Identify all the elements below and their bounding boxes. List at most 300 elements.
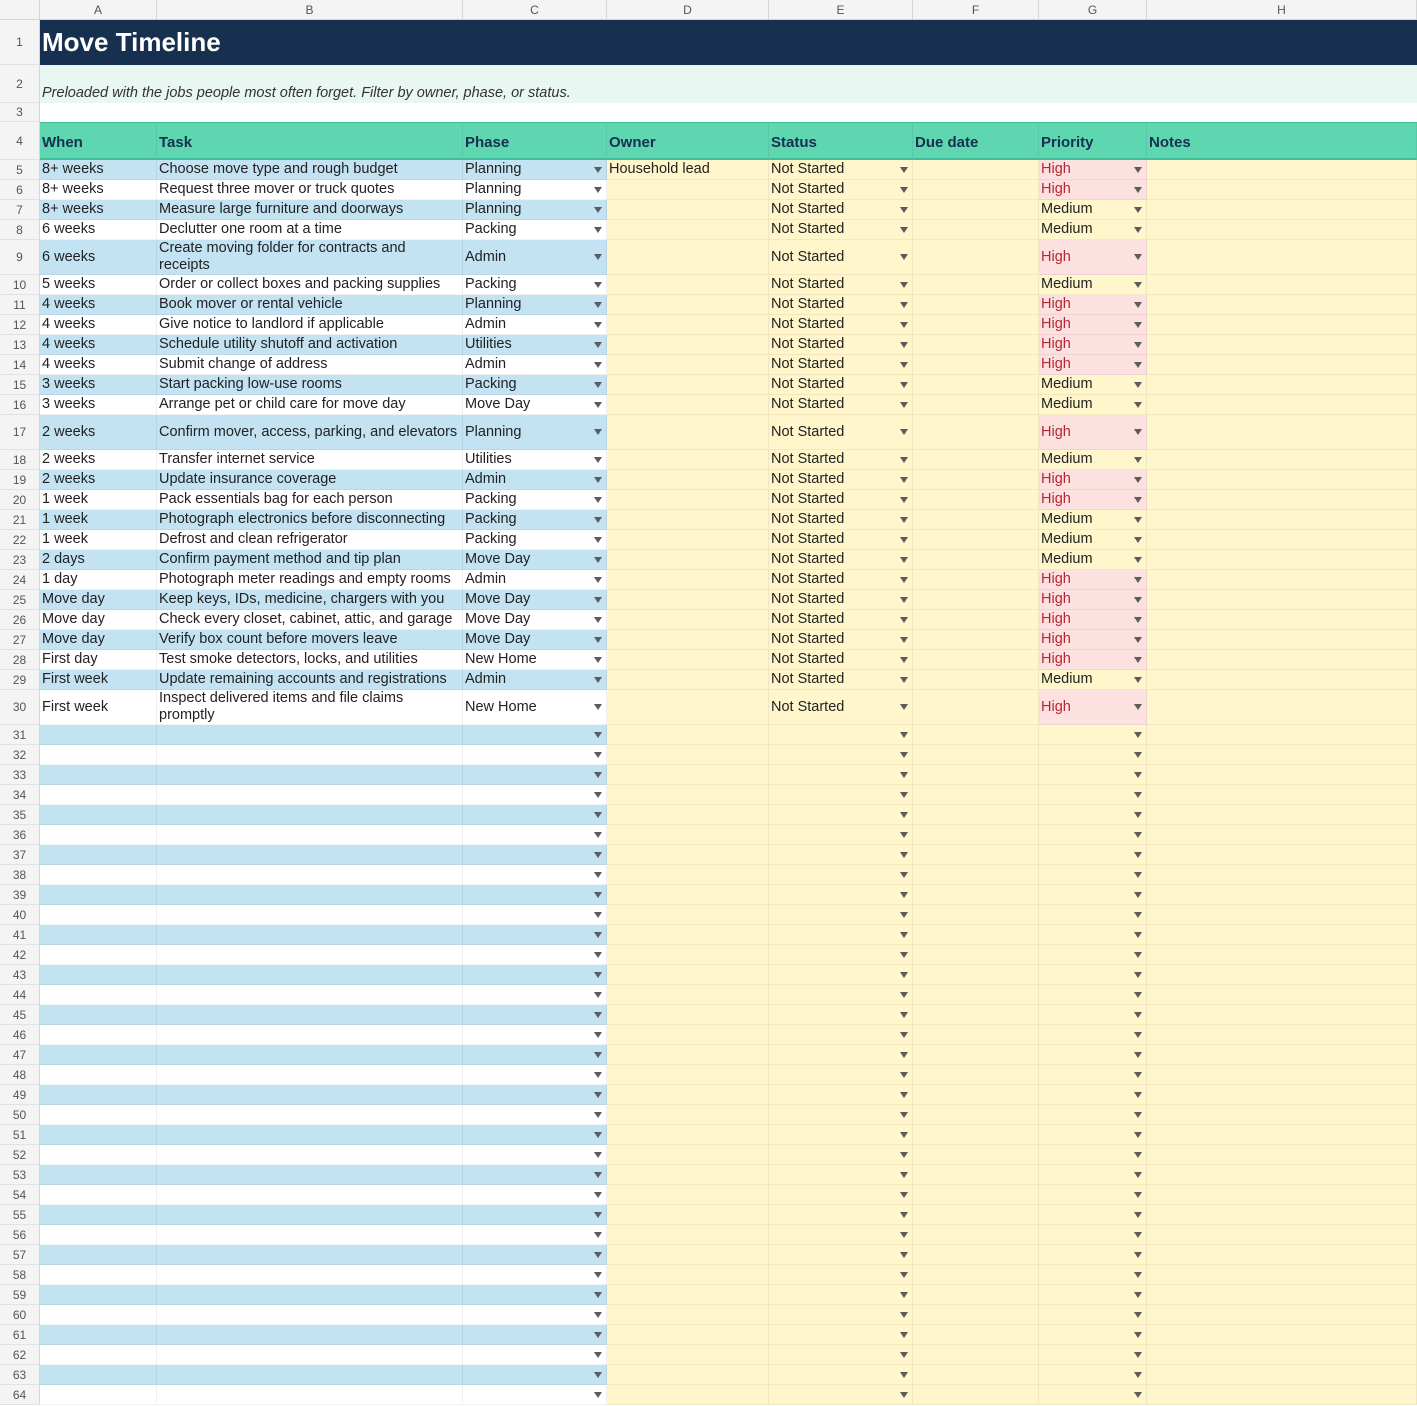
cell-phase[interactable] (463, 1205, 607, 1225)
cell-task[interactable] (157, 450, 463, 470)
cell-notes[interactable] (1147, 610, 1417, 630)
status-dropdown-arrow-icon[interactable] (900, 1352, 908, 1358)
phase-dropdown-arrow-icon[interactable] (594, 342, 602, 348)
column-header-b[interactable]: B (157, 0, 463, 20)
phase-dropdown-arrow-icon[interactable] (594, 1032, 602, 1038)
cell-when[interactable] (40, 450, 157, 470)
cell-owner[interactable] (607, 590, 769, 610)
cell-owner[interactable] (607, 630, 769, 650)
status-dropdown-arrow-icon[interactable] (900, 812, 908, 818)
cell-owner[interactable] (607, 825, 769, 845)
cell-status[interactable] (769, 885, 913, 905)
cell-when[interactable] (40, 785, 157, 805)
priority-dropdown-arrow-icon[interactable] (1134, 1372, 1142, 1378)
cell-owner[interactable] (607, 275, 769, 295)
row-header[interactable]: 41 (0, 925, 40, 945)
cell-when[interactable] (40, 905, 157, 925)
cell-phase[interactable] (463, 550, 607, 570)
cell-status[interactable] (769, 1025, 913, 1045)
priority-dropdown-arrow-icon[interactable] (1134, 342, 1142, 348)
cell-phase[interactable] (463, 490, 607, 510)
cell-priority[interactable] (1039, 1165, 1147, 1185)
status-dropdown-arrow-icon[interactable] (900, 227, 908, 233)
cell-status[interactable] (769, 1325, 913, 1345)
cell-priority[interactable] (1039, 335, 1147, 355)
cell-notes[interactable] (1147, 1105, 1417, 1125)
cell-due[interactable] (913, 570, 1039, 590)
cell-task[interactable] (157, 220, 463, 240)
priority-dropdown-arrow-icon[interactable] (1134, 872, 1142, 878)
cell-task[interactable] (157, 275, 463, 295)
cell-notes[interactable] (1147, 805, 1417, 825)
cell-phase[interactable] (463, 1145, 607, 1165)
cell-phase[interactable] (463, 295, 607, 315)
cell-status[interactable] (769, 845, 913, 865)
cell-task[interactable] (157, 470, 463, 490)
priority-dropdown-arrow-icon[interactable] (1134, 429, 1142, 435)
phase-dropdown-arrow-icon[interactable] (594, 704, 602, 710)
cell-when[interactable] (40, 1085, 157, 1105)
cell-task[interactable] (157, 765, 463, 785)
cell-notes[interactable] (1147, 415, 1417, 450)
cell-owner[interactable] (607, 1085, 769, 1105)
phase-dropdown-arrow-icon[interactable] (594, 1372, 602, 1378)
priority-dropdown-arrow-icon[interactable] (1134, 617, 1142, 623)
cell-task[interactable] (157, 375, 463, 395)
status-dropdown-arrow-icon[interactable] (900, 457, 908, 463)
cell-phase[interactable] (463, 200, 607, 220)
cell-phase[interactable] (463, 160, 607, 180)
phase-dropdown-arrow-icon[interactable] (594, 772, 602, 778)
phase-dropdown-arrow-icon[interactable] (594, 677, 602, 683)
status-dropdown-arrow-icon[interactable] (900, 852, 908, 858)
cell-notes[interactable] (1147, 530, 1417, 550)
phase-dropdown-arrow-icon[interactable] (594, 932, 602, 938)
cell-owner[interactable] (607, 1045, 769, 1065)
status-dropdown-arrow-icon[interactable] (900, 477, 908, 483)
cell-phase[interactable] (463, 945, 607, 965)
cell-status[interactable] (769, 415, 913, 450)
phase-dropdown-arrow-icon[interactable] (594, 167, 602, 173)
phase-dropdown-arrow-icon[interactable] (594, 1172, 602, 1178)
row-header[interactable]: 21 (0, 510, 40, 530)
cell-owner[interactable] (607, 240, 769, 275)
cell-when[interactable] (40, 745, 157, 765)
row-header[interactable]: 60 (0, 1305, 40, 1325)
phase-dropdown-arrow-icon[interactable] (594, 812, 602, 818)
phase-dropdown-arrow-icon[interactable] (594, 382, 602, 388)
cell-status[interactable] (769, 610, 913, 630)
status-dropdown-arrow-icon[interactable] (900, 832, 908, 838)
phase-dropdown-arrow-icon[interactable] (594, 254, 602, 260)
cell-phase[interactable] (463, 355, 607, 375)
cell-status[interactable] (769, 375, 913, 395)
row-header[interactable]: 33 (0, 765, 40, 785)
cell-due[interactable] (913, 925, 1039, 945)
priority-dropdown-arrow-icon[interactable] (1134, 1332, 1142, 1338)
priority-dropdown-arrow-icon[interactable] (1134, 302, 1142, 308)
cell-priority[interactable] (1039, 945, 1147, 965)
cell-notes[interactable] (1147, 240, 1417, 275)
priority-dropdown-arrow-icon[interactable] (1134, 752, 1142, 758)
status-dropdown-arrow-icon[interactable] (900, 617, 908, 623)
cell-status[interactable] (769, 690, 913, 725)
cell-status[interactable] (769, 1145, 913, 1165)
row-header[interactable]: 9 (0, 240, 40, 275)
cell-when[interactable] (40, 470, 157, 490)
priority-dropdown-arrow-icon[interactable] (1134, 382, 1142, 388)
cell-when[interactable] (40, 805, 157, 825)
cell-when[interactable] (40, 1185, 157, 1205)
row-header[interactable]: 40 (0, 905, 40, 925)
status-dropdown-arrow-icon[interactable] (900, 167, 908, 173)
cell-when[interactable] (40, 1105, 157, 1125)
priority-dropdown-arrow-icon[interactable] (1134, 952, 1142, 958)
row-header[interactable]: 36 (0, 825, 40, 845)
phase-dropdown-arrow-icon[interactable] (594, 1092, 602, 1098)
header-priority[interactable]: Priority (1039, 122, 1147, 160)
cell-due[interactable] (913, 355, 1039, 375)
cell-task[interactable] (157, 570, 463, 590)
cell-due[interactable] (913, 725, 1039, 745)
cell-priority[interactable] (1039, 725, 1147, 745)
cell-status[interactable] (769, 745, 913, 765)
cell-owner[interactable] (607, 725, 769, 745)
cell-notes[interactable] (1147, 1365, 1417, 1385)
cell-due[interactable] (913, 905, 1039, 925)
priority-dropdown-arrow-icon[interactable] (1134, 912, 1142, 918)
cell-owner[interactable] (607, 1325, 769, 1345)
status-dropdown-arrow-icon[interactable] (900, 1192, 908, 1198)
cell-notes[interactable] (1147, 355, 1417, 375)
status-dropdown-arrow-icon[interactable] (900, 952, 908, 958)
cell-notes[interactable] (1147, 965, 1417, 985)
phase-dropdown-arrow-icon[interactable] (594, 1012, 602, 1018)
cell-notes[interactable] (1147, 650, 1417, 670)
cell-status[interactable] (769, 865, 913, 885)
cell-priority[interactable] (1039, 315, 1147, 335)
cell-status[interactable] (769, 1065, 913, 1085)
cell-task[interactable] (157, 610, 463, 630)
cell-priority[interactable] (1039, 1385, 1147, 1405)
header-notes[interactable]: Notes (1147, 122, 1417, 160)
priority-dropdown-arrow-icon[interactable] (1134, 1012, 1142, 1018)
cell-priority[interactable] (1039, 1005, 1147, 1025)
phase-dropdown-arrow-icon[interactable] (594, 992, 602, 998)
cell-priority[interactable] (1039, 1365, 1147, 1385)
phase-dropdown-arrow-icon[interactable] (594, 429, 602, 435)
cell-owner[interactable] (607, 945, 769, 965)
cell-status[interactable] (769, 785, 913, 805)
row-header[interactable]: 17 (0, 415, 40, 450)
cell-owner[interactable] (607, 1065, 769, 1085)
cell-phase[interactable] (463, 1325, 607, 1345)
status-dropdown-arrow-icon[interactable] (900, 892, 908, 898)
cell-phase[interactable] (463, 1385, 607, 1405)
cell-owner[interactable] (607, 865, 769, 885)
cell-phase[interactable] (463, 745, 607, 765)
cell-notes[interactable] (1147, 1165, 1417, 1185)
priority-dropdown-arrow-icon[interactable] (1134, 167, 1142, 173)
status-dropdown-arrow-icon[interactable] (900, 677, 908, 683)
priority-dropdown-arrow-icon[interactable] (1134, 792, 1142, 798)
cell-when[interactable] (40, 1225, 157, 1245)
cell-priority[interactable] (1039, 415, 1147, 450)
cell-notes[interactable] (1147, 1345, 1417, 1365)
cell-owner[interactable] (607, 985, 769, 1005)
phase-dropdown-arrow-icon[interactable] (594, 557, 602, 563)
cell-task[interactable] (157, 690, 463, 725)
cell-phase[interactable] (463, 1005, 607, 1025)
cell-status[interactable] (769, 1185, 913, 1205)
cell-status[interactable] (769, 470, 913, 490)
row-header[interactable]: 20 (0, 490, 40, 510)
cell-priority[interactable] (1039, 765, 1147, 785)
cell-task[interactable] (157, 745, 463, 765)
cell-due[interactable] (913, 1385, 1039, 1405)
cell-owner[interactable] (607, 335, 769, 355)
cell-notes[interactable] (1147, 510, 1417, 530)
row-header[interactable]: 63 (0, 1365, 40, 1385)
header-status[interactable]: Status (769, 122, 913, 160)
status-dropdown-arrow-icon[interactable] (900, 537, 908, 543)
cell-status[interactable] (769, 220, 913, 240)
row-header[interactable]: 7 (0, 200, 40, 220)
cell-task[interactable] (157, 295, 463, 315)
cell-priority[interactable] (1039, 650, 1147, 670)
cell-task[interactable] (157, 905, 463, 925)
cell-phase[interactable] (463, 1025, 607, 1045)
cell-owner[interactable] (607, 670, 769, 690)
status-dropdown-arrow-icon[interactable] (900, 732, 908, 738)
priority-dropdown-arrow-icon[interactable] (1134, 1252, 1142, 1258)
cell-priority[interactable] (1039, 220, 1147, 240)
cell-due[interactable] (913, 160, 1039, 180)
phase-dropdown-arrow-icon[interactable] (594, 322, 602, 328)
cell-due[interactable] (913, 610, 1039, 630)
cell-phase[interactable] (463, 965, 607, 985)
cell-phase[interactable] (463, 1185, 607, 1205)
header-task[interactable]: Task (157, 122, 463, 160)
cell-owner[interactable] (607, 550, 769, 570)
status-dropdown-arrow-icon[interactable] (900, 752, 908, 758)
row-header[interactable]: 27 (0, 630, 40, 650)
status-dropdown-arrow-icon[interactable] (900, 382, 908, 388)
cell-due[interactable] (913, 1145, 1039, 1165)
row-header[interactable]: 49 (0, 1085, 40, 1105)
phase-dropdown-arrow-icon[interactable] (594, 637, 602, 643)
status-dropdown-arrow-icon[interactable] (900, 1092, 908, 1098)
cell-phase[interactable] (463, 570, 607, 590)
status-dropdown-arrow-icon[interactable] (900, 1312, 908, 1318)
cell-task[interactable] (157, 670, 463, 690)
cell-phase[interactable] (463, 510, 607, 530)
cell-priority[interactable] (1039, 1245, 1147, 1265)
status-dropdown-arrow-icon[interactable] (900, 932, 908, 938)
cell-when[interactable] (40, 315, 157, 335)
cell-due[interactable] (913, 180, 1039, 200)
column-header-h[interactable]: H (1147, 0, 1417, 20)
cell-when[interactable] (40, 335, 157, 355)
cell-due[interactable] (913, 1105, 1039, 1125)
cell-priority[interactable] (1039, 1285, 1147, 1305)
cell-status[interactable] (769, 550, 913, 570)
cell-owner[interactable] (607, 845, 769, 865)
cell-priority[interactable] (1039, 825, 1147, 845)
cell-owner[interactable] (607, 805, 769, 825)
status-dropdown-arrow-icon[interactable] (900, 577, 908, 583)
cell-priority[interactable] (1039, 885, 1147, 905)
cell-priority[interactable] (1039, 610, 1147, 630)
cell-when[interactable] (40, 490, 157, 510)
phase-dropdown-arrow-icon[interactable] (594, 302, 602, 308)
cell-phase[interactable] (463, 1125, 607, 1145)
cell-when[interactable] (40, 1125, 157, 1145)
cell-due[interactable] (913, 1225, 1039, 1245)
cell-task[interactable] (157, 1225, 463, 1245)
status-dropdown-arrow-icon[interactable] (900, 1232, 908, 1238)
cell-due[interactable] (913, 315, 1039, 335)
cell-owner[interactable] (607, 690, 769, 725)
cell-due[interactable] (913, 450, 1039, 470)
cell-notes[interactable] (1147, 200, 1417, 220)
cell-phase[interactable] (463, 375, 607, 395)
cell-owner[interactable] (607, 925, 769, 945)
cell-status[interactable] (769, 510, 913, 530)
cell-due[interactable] (913, 745, 1039, 765)
priority-dropdown-arrow-icon[interactable] (1134, 282, 1142, 288)
cell-phase[interactable] (463, 470, 607, 490)
cell-owner[interactable] (607, 745, 769, 765)
cell-status[interactable] (769, 945, 913, 965)
status-dropdown-arrow-icon[interactable] (900, 1272, 908, 1278)
cell-when[interactable] (40, 510, 157, 530)
cell-when[interactable] (40, 925, 157, 945)
cell-owner[interactable] (607, 650, 769, 670)
cell-phase[interactable] (463, 865, 607, 885)
cell-task[interactable] (157, 1285, 463, 1305)
cell-phase[interactable] (463, 925, 607, 945)
cell-due[interactable] (913, 985, 1039, 1005)
cell-owner[interactable] (607, 295, 769, 315)
priority-dropdown-arrow-icon[interactable] (1134, 637, 1142, 643)
priority-dropdown-arrow-icon[interactable] (1134, 1152, 1142, 1158)
cell-owner[interactable] (607, 1185, 769, 1205)
cell-priority[interactable] (1039, 745, 1147, 765)
cell-notes[interactable] (1147, 825, 1417, 845)
status-dropdown-arrow-icon[interactable] (900, 657, 908, 663)
cell-status[interactable] (769, 1365, 913, 1385)
cell-phase[interactable] (463, 1345, 607, 1365)
cell-owner[interactable] (607, 395, 769, 415)
phase-dropdown-arrow-icon[interactable] (594, 1252, 602, 1258)
cell-due[interactable] (913, 1345, 1039, 1365)
phase-dropdown-arrow-icon[interactable] (594, 732, 602, 738)
cell-priority[interactable] (1039, 1345, 1147, 1365)
cell-phase[interactable] (463, 415, 607, 450)
cell-phase[interactable] (463, 395, 607, 415)
cell-due[interactable] (913, 240, 1039, 275)
cell-owner[interactable] (607, 1105, 769, 1125)
cell-priority[interactable] (1039, 275, 1147, 295)
cell-notes[interactable] (1147, 180, 1417, 200)
cell-due[interactable] (913, 845, 1039, 865)
priority-dropdown-arrow-icon[interactable] (1134, 772, 1142, 778)
cell-notes[interactable] (1147, 925, 1417, 945)
cell-notes[interactable] (1147, 885, 1417, 905)
phase-dropdown-arrow-icon[interactable] (594, 872, 602, 878)
cell-notes[interactable] (1147, 905, 1417, 925)
status-dropdown-arrow-icon[interactable] (900, 557, 908, 563)
cell-when[interactable] (40, 1045, 157, 1065)
cell-task[interactable] (157, 805, 463, 825)
cell-notes[interactable] (1147, 1185, 1417, 1205)
cell-task[interactable] (157, 335, 463, 355)
cell-priority[interactable] (1039, 550, 1147, 570)
cell-due[interactable] (913, 690, 1039, 725)
cell-priority[interactable] (1039, 1025, 1147, 1045)
cell-status[interactable] (769, 825, 913, 845)
phase-dropdown-arrow-icon[interactable] (594, 577, 602, 583)
cell-notes[interactable] (1147, 490, 1417, 510)
cell-status[interactable] (769, 490, 913, 510)
cell-notes[interactable] (1147, 1065, 1417, 1085)
phase-dropdown-arrow-icon[interactable] (594, 1152, 602, 1158)
cell-priority[interactable] (1039, 690, 1147, 725)
phase-dropdown-arrow-icon[interactable] (594, 187, 602, 193)
row-header[interactable]: 14 (0, 355, 40, 375)
cell-status[interactable] (769, 1205, 913, 1225)
cell-when[interactable] (40, 1165, 157, 1185)
cell-when[interactable] (40, 1145, 157, 1165)
row-header[interactable]: 2 (0, 65, 40, 103)
cell-due[interactable] (913, 1245, 1039, 1265)
cell-owner[interactable] (607, 1265, 769, 1285)
cell-status[interactable] (769, 395, 913, 415)
cell-status[interactable] (769, 200, 913, 220)
cell-notes[interactable] (1147, 220, 1417, 240)
cell-when[interactable] (40, 240, 157, 275)
cell-owner[interactable] (607, 610, 769, 630)
cell-notes[interactable] (1147, 690, 1417, 725)
phase-dropdown-arrow-icon[interactable] (594, 1212, 602, 1218)
phase-dropdown-arrow-icon[interactable] (594, 1332, 602, 1338)
cell-owner[interactable] (607, 570, 769, 590)
cell-when[interactable] (40, 725, 157, 745)
cell-when[interactable] (40, 865, 157, 885)
status-dropdown-arrow-icon[interactable] (900, 254, 908, 260)
cell-owner[interactable] (607, 1305, 769, 1325)
cell-phase[interactable] (463, 630, 607, 650)
status-dropdown-arrow-icon[interactable] (900, 302, 908, 308)
cell-task[interactable] (157, 415, 463, 450)
cell-when[interactable] (40, 825, 157, 845)
priority-dropdown-arrow-icon[interactable] (1134, 677, 1142, 683)
cell-status[interactable] (769, 725, 913, 745)
cell-due[interactable] (913, 1365, 1039, 1385)
cell-notes[interactable] (1147, 765, 1417, 785)
priority-dropdown-arrow-icon[interactable] (1134, 704, 1142, 710)
row-header[interactable]: 39 (0, 885, 40, 905)
cell-notes[interactable] (1147, 315, 1417, 335)
cell-notes[interactable] (1147, 1325, 1417, 1345)
cell-notes[interactable] (1147, 295, 1417, 315)
cell-when[interactable] (40, 530, 157, 550)
priority-dropdown-arrow-icon[interactable] (1134, 577, 1142, 583)
priority-dropdown-arrow-icon[interactable] (1134, 477, 1142, 483)
cell-status[interactable] (769, 1345, 913, 1365)
cell-notes[interactable] (1147, 845, 1417, 865)
